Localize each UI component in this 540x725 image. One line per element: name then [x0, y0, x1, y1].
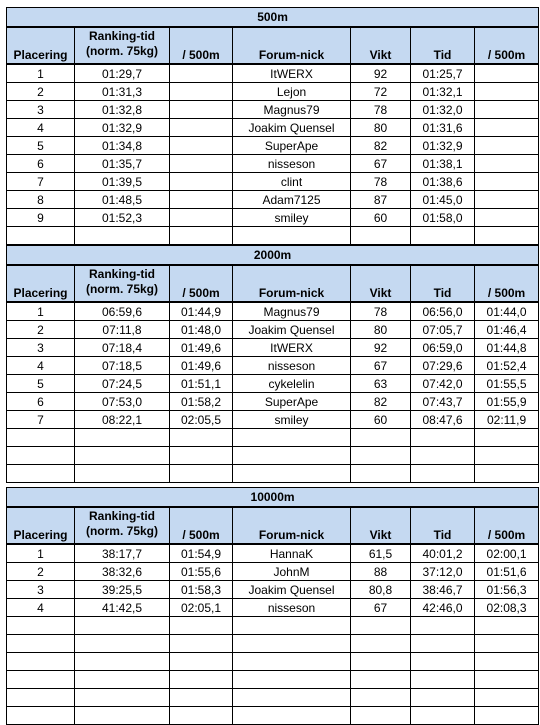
ranking-time-cell	[75, 465, 170, 483]
ranking-time-cell: 08:22,1	[75, 411, 170, 429]
pace-cell: 01:51,6	[475, 563, 539, 581]
placering-cell: 2	[7, 321, 75, 339]
vikt-cell	[351, 653, 411, 671]
tid-cell: 01:32,1	[411, 83, 475, 101]
header-ranking-line2: (norm. 75kg)	[85, 282, 158, 296]
pace-cell	[475, 64, 539, 83]
header-pace-cell: / 500m	[475, 265, 539, 302]
placering-cell: 4	[7, 599, 75, 617]
ranking-pace-cell: 01:58,3	[170, 581, 233, 599]
placering-cell: 3	[7, 339, 75, 357]
pace-cell	[475, 137, 539, 155]
placering-cell: 1	[7, 544, 75, 563]
vikt-cell: 60	[351, 209, 411, 227]
table-row	[7, 302, 539, 321]
ranking-pace-cell	[170, 617, 233, 635]
placering-cell: 9	[7, 209, 75, 227]
table-row	[7, 101, 539, 119]
table-row	[7, 465, 539, 483]
pace-cell	[475, 155, 539, 173]
ranking-time-cell: 06:59,6	[75, 302, 170, 321]
ranking-pace-cell	[170, 465, 233, 483]
pace-cell	[475, 635, 539, 653]
tid-cell: 01:32,9	[411, 137, 475, 155]
header-ranking-time-cell	[75, 507, 170, 544]
tid-cell: 07:29,6	[411, 357, 475, 375]
nick-cell: JohnM	[233, 563, 351, 581]
ranking-time-cell: 01:39,5	[75, 173, 170, 191]
ranking-time-cell: 07:53,0	[75, 393, 170, 411]
ranking-pace-cell	[170, 191, 233, 209]
table-row	[7, 83, 539, 101]
nick-cell: Joakim Quensel	[233, 119, 351, 137]
header-vikt-cell: Vikt	[351, 265, 411, 302]
tid-cell: 06:59,0	[411, 339, 475, 357]
nick-cell: Lejon	[233, 83, 351, 101]
ranking-time-cell: 07:18,5	[75, 357, 170, 375]
pace-cell	[475, 429, 539, 447]
table-row	[7, 321, 539, 339]
header-ranking-time-cell	[75, 265, 170, 302]
ranking-time-cell	[75, 707, 170, 725]
pace-cell	[475, 617, 539, 635]
placering-cell: 8	[7, 191, 75, 209]
placering-cell: 1	[7, 64, 75, 83]
table-row	[7, 429, 539, 447]
vikt-cell: 92	[351, 64, 411, 83]
vikt-cell	[351, 671, 411, 689]
nick-cell: nisseson	[233, 599, 351, 617]
tid-cell: 01:38,1	[411, 155, 475, 173]
ranking-time-cell: 41:42,5	[75, 599, 170, 617]
ranking-pace-cell	[170, 119, 233, 137]
header-ranking-line2: (norm. 75kg)	[85, 524, 158, 538]
header-nick-cell: Forum-nick	[233, 27, 351, 64]
nick-cell	[233, 689, 351, 707]
pace-cell: 01:44,8	[475, 339, 539, 357]
ranking-pace-cell: 02:05,1	[170, 599, 233, 617]
ranking-time-cell	[75, 429, 170, 447]
ranking-pace-cell	[170, 64, 233, 83]
ranking-pace-cell: 01:44,9	[170, 302, 233, 321]
pace-cell: 01:56,3	[475, 581, 539, 599]
ranking-time-cell	[75, 671, 170, 689]
pace-cell	[475, 671, 539, 689]
vikt-cell: 60	[351, 411, 411, 429]
pace-cell: 02:08,3	[475, 599, 539, 617]
tid-cell	[411, 465, 475, 483]
nick-cell: Magnus79	[233, 302, 351, 321]
placering-cell	[7, 689, 75, 707]
table-title: 500m	[7, 8, 539, 28]
tid-cell: 38:46,7	[411, 581, 475, 599]
ranking-time-cell: 01:31,3	[75, 83, 170, 101]
ranking-time-cell: 38:17,7	[75, 544, 170, 563]
placering-cell: 6	[7, 393, 75, 411]
pace-cell	[475, 447, 539, 465]
ranking-time-cell	[75, 653, 170, 671]
ranking-time-cell	[75, 635, 170, 653]
ranking-pace-cell	[170, 173, 233, 191]
ranking-pace-cell	[170, 429, 233, 447]
vikt-cell: 80,8	[351, 581, 411, 599]
header-ranking-line1: Ranking-tid	[89, 267, 155, 281]
placering-cell	[7, 227, 75, 245]
vikt-cell: 72	[351, 83, 411, 101]
pace-cell	[475, 83, 539, 101]
table-row	[7, 544, 539, 563]
tid-cell	[411, 635, 475, 653]
placering-cell: 4	[7, 119, 75, 137]
results-table	[6, 7, 539, 245]
ranking-pace-cell	[170, 83, 233, 101]
vikt-cell	[351, 465, 411, 483]
pace-cell: 01:52,4	[475, 357, 539, 375]
pace-cell: 01:55,9	[475, 393, 539, 411]
vikt-cell	[351, 689, 411, 707]
placering-cell: 3	[7, 101, 75, 119]
header-ranking-pace-cell: / 500m	[170, 27, 233, 64]
nick-cell: Adam7125	[233, 191, 351, 209]
header-vikt-cell: Vikt	[351, 507, 411, 544]
vikt-cell: 67	[351, 357, 411, 375]
header-placering-cell: Placering	[7, 507, 75, 544]
ranking-time-cell: 38:32,6	[75, 563, 170, 581]
ranking-time-cell: 01:34,8	[75, 137, 170, 155]
vikt-cell: 80	[351, 321, 411, 339]
tid-cell	[411, 671, 475, 689]
ranking-pace-cell	[170, 447, 233, 465]
ranking-time-cell	[75, 617, 170, 635]
header-ranking-pace-cell: / 500m	[170, 265, 233, 302]
placering-cell: 1	[7, 302, 75, 321]
ranking-pace-cell	[170, 137, 233, 155]
tid-cell: 07:05,7	[411, 321, 475, 339]
tid-cell: 42:46,0	[411, 599, 475, 617]
vikt-cell: 78	[351, 173, 411, 191]
vikt-cell: 82	[351, 137, 411, 155]
ranking-time-cell: 01:48,5	[75, 191, 170, 209]
ranking-time-cell: 07:24,5	[75, 375, 170, 393]
table-row	[7, 447, 539, 465]
table-row	[7, 617, 539, 635]
tid-cell: 07:42,0	[411, 375, 475, 393]
table-row	[7, 119, 539, 137]
table-row	[7, 155, 539, 173]
header-nick-cell: Forum-nick	[233, 507, 351, 544]
nick-cell: cykelelin	[233, 375, 351, 393]
header-ranking-line2: (norm. 75kg)	[85, 44, 158, 58]
header-placering-cell: Placering	[7, 27, 75, 64]
tid-cell: 06:56,0	[411, 302, 475, 321]
vikt-cell: 67	[351, 599, 411, 617]
ranking-pace-cell: 01:48,0	[170, 321, 233, 339]
nick-cell	[233, 465, 351, 483]
placering-cell: 3	[7, 581, 75, 599]
tid-cell	[411, 617, 475, 635]
ranking-pace-cell	[170, 635, 233, 653]
pace-cell: 01:44,0	[475, 302, 539, 321]
vikt-cell: 92	[351, 339, 411, 357]
vikt-cell: 87	[351, 191, 411, 209]
tid-cell: 01:32,0	[411, 101, 475, 119]
table-row	[7, 599, 539, 617]
nick-cell	[233, 707, 351, 725]
pace-cell	[475, 227, 539, 245]
placering-cell	[7, 465, 75, 483]
tid-cell	[411, 447, 475, 465]
table-row	[7, 563, 539, 581]
nick-cell: nisseson	[233, 357, 351, 375]
tid-cell: 08:47,6	[411, 411, 475, 429]
ranking-pace-cell: 02:05,5	[170, 411, 233, 429]
ranking-time-cell: 39:25,5	[75, 581, 170, 599]
nick-cell: Magnus79	[233, 101, 351, 119]
ranking-pace-cell: 01:54,9	[170, 544, 233, 563]
placering-cell	[7, 707, 75, 725]
nick-cell	[233, 429, 351, 447]
nick-cell	[233, 671, 351, 689]
results-table	[6, 245, 539, 483]
pace-cell	[475, 119, 539, 137]
tid-cell: 40:01,2	[411, 544, 475, 563]
placering-cell: 2	[7, 83, 75, 101]
header-tid-cell: Tid	[411, 265, 475, 302]
tid-cell: 37:12,0	[411, 563, 475, 581]
pace-cell: 02:11,9	[475, 411, 539, 429]
header-placering-cell: Placering	[7, 265, 75, 302]
nick-cell: Joakim Quensel	[233, 581, 351, 599]
header-vikt-cell: Vikt	[351, 27, 411, 64]
ranking-time-cell	[75, 689, 170, 707]
tid-cell: 07:43,7	[411, 393, 475, 411]
tid-cell: 01:38,6	[411, 173, 475, 191]
nick-cell: smiley	[233, 209, 351, 227]
ranking-time-cell	[75, 447, 170, 465]
pace-cell	[475, 689, 539, 707]
table-header-row	[7, 265, 539, 302]
table-row	[7, 707, 539, 725]
nick-cell: smiley	[233, 411, 351, 429]
tid-cell: 01:45,0	[411, 191, 475, 209]
tid-cell	[411, 707, 475, 725]
tid-cell: 01:25,7	[411, 64, 475, 83]
ranking-time-cell: 01:32,8	[75, 101, 170, 119]
nick-cell: nisseson	[233, 155, 351, 173]
nick-cell: ItWERX	[233, 339, 351, 357]
vikt-cell	[351, 635, 411, 653]
nick-cell: ItWERX	[233, 64, 351, 83]
ranking-pace-cell	[170, 671, 233, 689]
nick-cell	[233, 653, 351, 671]
pace-cell: 01:46,4	[475, 321, 539, 339]
placering-cell: 7	[7, 411, 75, 429]
ranking-time-cell: 01:32,9	[75, 119, 170, 137]
header-nick-cell: Forum-nick	[233, 265, 351, 302]
ranking-pace-cell: 01:51,1	[170, 375, 233, 393]
pace-cell: 02:00,1	[475, 544, 539, 563]
table-title-row	[7, 246, 539, 266]
placering-cell	[7, 653, 75, 671]
nick-cell	[233, 635, 351, 653]
vikt-cell: 78	[351, 101, 411, 119]
table-header-row	[7, 27, 539, 64]
table-row	[7, 191, 539, 209]
tid-cell: 01:31,6	[411, 119, 475, 137]
table-row	[7, 137, 539, 155]
vikt-cell	[351, 707, 411, 725]
placering-cell: 6	[7, 155, 75, 173]
tid-cell	[411, 429, 475, 447]
vikt-cell: 88	[351, 563, 411, 581]
header-ranking-time-cell	[75, 27, 170, 64]
table-row	[7, 581, 539, 599]
ranking-pace-cell	[170, 689, 233, 707]
vikt-cell: 80	[351, 119, 411, 137]
vikt-cell	[351, 617, 411, 635]
pace-cell	[475, 707, 539, 725]
header-pace-cell: / 500m	[475, 507, 539, 544]
nick-cell	[233, 447, 351, 465]
table-title: 2000m	[7, 246, 539, 266]
placering-cell: 5	[7, 375, 75, 393]
vikt-cell: 67	[351, 155, 411, 173]
table-row	[7, 653, 539, 671]
placering-cell: 5	[7, 137, 75, 155]
header-tid-cell: Tid	[411, 507, 475, 544]
table-title-row	[7, 8, 539, 28]
header-ranking-pace-cell: / 500m	[170, 507, 233, 544]
pace-cell	[475, 209, 539, 227]
placering-cell	[7, 617, 75, 635]
table-row	[7, 393, 539, 411]
nick-cell	[233, 227, 351, 245]
vikt-cell	[351, 227, 411, 245]
placering-cell: 4	[7, 357, 75, 375]
header-ranking-line1: Ranking-tid	[89, 509, 155, 523]
table-row	[7, 64, 539, 83]
ranking-time-cell: 07:18,4	[75, 339, 170, 357]
tid-cell	[411, 653, 475, 671]
placering-cell: 7	[7, 173, 75, 191]
vikt-cell: 82	[351, 393, 411, 411]
table-row	[7, 227, 539, 245]
ranking-pace-cell: 01:55,6	[170, 563, 233, 581]
nick-cell: HannaK	[233, 544, 351, 563]
ranking-time-cell: 01:29,7	[75, 64, 170, 83]
pace-cell	[475, 173, 539, 191]
table-row	[7, 339, 539, 357]
pace-cell: 01:55,5	[475, 375, 539, 393]
table-row	[7, 173, 539, 191]
placering-cell	[7, 429, 75, 447]
table-row	[7, 635, 539, 653]
vikt-cell	[351, 447, 411, 465]
ranking-pace-cell	[170, 653, 233, 671]
table-row	[7, 375, 539, 393]
table-row	[7, 671, 539, 689]
vikt-cell	[351, 429, 411, 447]
ranking-pace-cell	[170, 209, 233, 227]
placering-cell: 2	[7, 563, 75, 581]
pace-cell	[475, 101, 539, 119]
placering-cell	[7, 447, 75, 465]
ranking-pace-cell	[170, 155, 233, 173]
results-table	[6, 487, 539, 725]
pace-cell	[475, 653, 539, 671]
ranking-time-cell: 01:35,7	[75, 155, 170, 173]
header-tid-cell: Tid	[411, 27, 475, 64]
ranking-pace-cell	[170, 101, 233, 119]
nick-cell: Joakim Quensel	[233, 321, 351, 339]
ranking-time-cell: 07:11,8	[75, 321, 170, 339]
ranking-time-cell: 01:52,3	[75, 209, 170, 227]
ranking-pace-cell: 01:49,6	[170, 339, 233, 357]
vikt-cell: 61,5	[351, 544, 411, 563]
placering-cell	[7, 635, 75, 653]
ranking-pace-cell	[170, 227, 233, 245]
tid-cell	[411, 227, 475, 245]
nick-cell	[233, 617, 351, 635]
vikt-cell: 63	[351, 375, 411, 393]
tid-cell: 01:58,0	[411, 209, 475, 227]
ranking-time-cell	[75, 227, 170, 245]
table-row	[7, 411, 539, 429]
tid-cell	[411, 689, 475, 707]
vikt-cell: 78	[351, 302, 411, 321]
ranking-pace-cell: 01:58,2	[170, 393, 233, 411]
table-title: 10000m	[7, 488, 539, 508]
table-row	[7, 689, 539, 707]
header-ranking-line1: Ranking-tid	[89, 29, 155, 43]
header-pace-cell: / 500m	[475, 27, 539, 64]
table-header-row	[7, 507, 539, 544]
pace-cell	[475, 191, 539, 209]
nick-cell: SuperApe	[233, 137, 351, 155]
table-row	[7, 357, 539, 375]
nick-cell: clint	[233, 173, 351, 191]
placering-cell	[7, 671, 75, 689]
ranking-pace-cell: 01:49,6	[170, 357, 233, 375]
table-title-row	[7, 488, 539, 508]
table-row	[7, 209, 539, 227]
pace-cell	[475, 465, 539, 483]
nick-cell: SuperApe	[233, 393, 351, 411]
ranking-pace-cell	[170, 707, 233, 725]
